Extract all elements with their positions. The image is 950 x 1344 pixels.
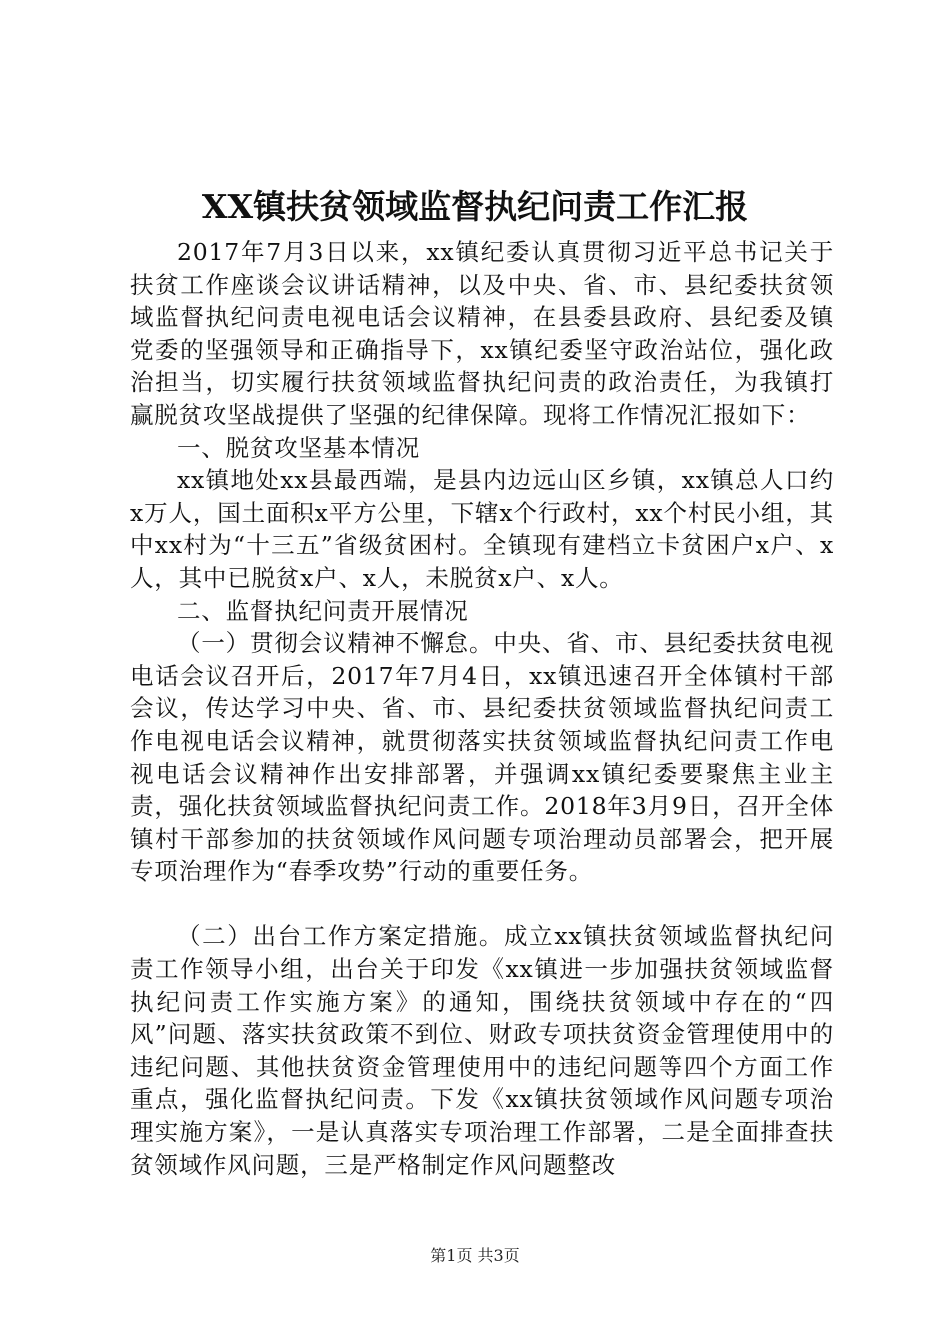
- paragraph-basic-situation: xx镇地处xx县最西端，是县内边远山区乡镇，xx镇总人口约x万人，国土面积x平方公里，下辖x个行政村，xx个村民小组，其中xx村为“十三五”省级贫困村。全镇现有建档立卡贫困户x户、x人，其中已脱贫x户、x人，未脱贫x户、x人。: [130, 466, 834, 592]
- document-title: XX镇扶贫领域监督执纪问责工作汇报: [201, 187, 749, 226]
- document-body: [130, 236, 834, 1181]
- paragraph-intro: 2017年7月3日以来，xx镇纪委认真贯彻习近平总书记关于扶贫工作座谈会议讲话精神，以及中央、省、市、县纪委扶贫领域监督执纪问责电视电话会议精神，在县委县政府、县纪委及镇党委的坚强领导和正确指导下，xx镇纪委坚守政治站位，强化政治担当，切实履行扶贫领域监督执纪问责的政治责任，为我镇打赢脱贫攻坚战提供了坚强的纪律保障。现将工作情况汇报如下：: [130, 238, 834, 429]
- paragraph-item-2: （二）出台工作方案定措施。成立xx镇扶贫领域监督执纪问责工作领导小组，出台关于印发《xx镇进一步加强扶贫领域监督执纪问责工作实施方案》的通知，围绕扶贫领域中存在的“四风”问题、落实扶贫政策不到位、财政专项扶贫资金管理使用中的违纪问题、其他扶贫资金管理使用中的违纪问题等四个方面工作重点，强化监督执纪问责。下发《xx镇扶贫领域作风问题专项治理实施方案》，一是认真落实专项治理工作部署，二是全面排查扶贫领域作风问题，三是严格制定作风问题整改: [130, 922, 834, 1179]
- page-number-footer: 第1页 共3页: [430, 1246, 520, 1265]
- heading-section-2: 二、监督执纪问责开展情况: [177, 596, 469, 625]
- paragraph-item-1: （一）贯彻会议精神不懈怠。中央、省、市、县纪委扶贫电视电话会议召开后，2017年7月4日，xx镇迅速召开全体镇村干部会议，传达学习中央、省、市、县纪委扶贫领域监督执纪问责工作电视电话会议精神，就贯彻落实扶贫领域监督执纪问责工作电视电话会议精神作出安排部署，并强调xx镇纪委要聚焦主业主责，强化扶贫领域监督执纪问责工作。2018年3月9日，召开全体镇村干部参加的扶贫领域作风问题专项治理动员部署会，把开展专项治理作为“春季攻势”行动的重要任务。: [130, 629, 834, 886]
- heading-section-1: 一、脱贫攻坚基本情况: [177, 433, 420, 462]
